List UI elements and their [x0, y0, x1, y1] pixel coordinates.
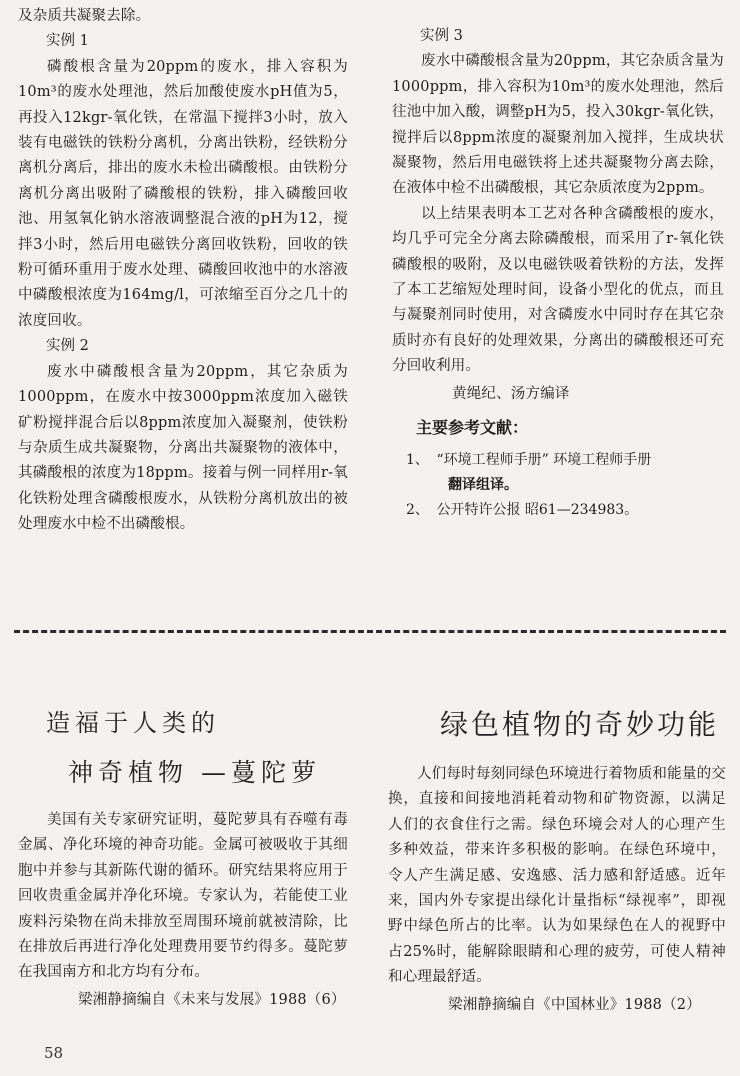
example-3-body: 废水中磷酸根含量为20ppm，其它杂质含量为1000ppm，排入容积为10m³的废水处理池，然后往池中加入酸，调整pH为5，投入30kgr-氧化铁，搅拌后以8ppm浓度的凝聚剂加入搅拌，生成块状凝聚物，然后用电磁铁将上述共凝聚物分离去除，在液体中检不出磷酸根，其它杂质浓度为2ppm。 — [392, 53, 724, 197]
top-right-column — [392, 24, 724, 523]
example-3-heading: 实例 3 — [420, 28, 463, 44]
reference-number: 2、 — [406, 502, 429, 519]
example-1-heading: 实例 1 — [46, 33, 89, 50]
article-2-body: 人们每时每刻同绿色环境进行着物质和能量的交换，直接和间接地消耗着动物和矿物资源，以满足人们的衣食住行之需。绿色环境会对人的心理产生多种效益，带来许多积极的影响。在绿色环境中，令人产生满足感、安逸感、活力感和舒适感。近年来，国内外专家提出绿化计量指标“绿视率”，即视野中绿色所占的比率。认为如果绿色在人的视野中占25%时，能解除眼睛和心理的疲劳，可使人精神和心理最舒适。 — [388, 766, 726, 986]
reference-text: 公开特许公报 昭61—234983。 — [436, 502, 639, 519]
article-1-title-line-2: 神奇植物 —蔓陀萝 — [68, 758, 321, 787]
reference-item-1 — [392, 448, 724, 473]
section-divider — [14, 630, 726, 633]
top-left-column — [18, 4, 348, 538]
article-1-credit: 梁湘静摘编自《未来与发展》1988（6） — [78, 991, 346, 1008]
translator-credit: 黄绳纪、汤方编译 — [452, 385, 570, 402]
reference-item-1-continued: 翻译组译。 — [448, 477, 518, 494]
summary-paragraph: 以上结果表明本工艺对各种含磷酸根的废水，均几乎可完全分离去除磷酸根，而采用了r-氧化铁磷酸根的吸附，及以电磁铁吸着铁粉的方法，发挥了本工艺缩短处理时间，设备小型化的优点，而且与凝聚剂同时使用，对含磷废水中同时存在其它杂质时亦有良好的处理效果，分离出的磷酸根还可充分回收利用。 — [392, 205, 724, 375]
reference-number: 1、 — [406, 452, 429, 469]
article-1-body: 美国有关专家研究证明，蔓陀萝具有吞噬有毒金属、净化环境的神奇功能。金属可被吸收于其细胞中并参与其新陈代谢的循环。研究结果将应用于回收贵重金属并净化环境。专家认为，若能使工业废料污染物在尚未排放至周围环境前就被清除，比在排放后再进行净化处理费用要节约得多。蔓陀萝在我国南方和北方均有分布。 — [18, 812, 348, 981]
example-1-body: 磷酸根含量为20ppm的废水，排入容积为10m³的废水处理池，然后加酸使废水pH值为5，再投入12kgr-氧化铁，在常温下搅拌3小时，放入装有电磁铁的铁粉分离机，分离出铁粉，经铁粉分离机分离后，排出的废水未检出磷酸根。由铁粉分离机分离出吸附了磷酸根的铁粉，排入磷酸回收池、用氢氧化钠水溶液调整混合液的pH为12，搅拌3小时，然后用电磁铁分离回收铁粉，回收的铁粉可循环重用于废水处理、磷酸回收池中的水溶液中磷酸根浓度为164mg/l，可浓缩至百分之几十的浓度回收。 — [18, 58, 348, 329]
reference-text: “环境工程师手册” 环境工程师手册 — [436, 452, 652, 469]
article-2-credit: 梁湘静摘编自《中国林业》1988（2） — [448, 996, 701, 1013]
article-2-title: 绿色植物的奇妙功能 — [440, 708, 720, 741]
article-2 — [388, 762, 726, 1026]
article-1-title-line-1: 造福于人类的 — [46, 709, 220, 737]
example-2-heading: 实例 2 — [46, 338, 89, 355]
references-title: 主要参考文献： — [416, 418, 529, 438]
page-number: 58 — [44, 1044, 64, 1062]
example-2-body: 废水中磷酸根含量为20ppm，其它杂质为1000ppm，在废水中按3000ppm浓度加入磁铁矿粉搅拌混合后以8ppm浓度加入凝聚剂，使铁粉与杂质生成共凝聚物，分离出共凝聚物的液体中，其磷酸根的浓度为18ppm。接着与例一同样用r-氧化铁粉处理含磷酸根废水，从铁粉分离机放出的被处理废水中检不出磷酸根。 — [18, 363, 348, 533]
reference-item-2 — [392, 498, 724, 523]
intro-line: 及杂质共凝聚去除。 — [18, 8, 151, 24]
article-1 — [18, 808, 348, 1021]
